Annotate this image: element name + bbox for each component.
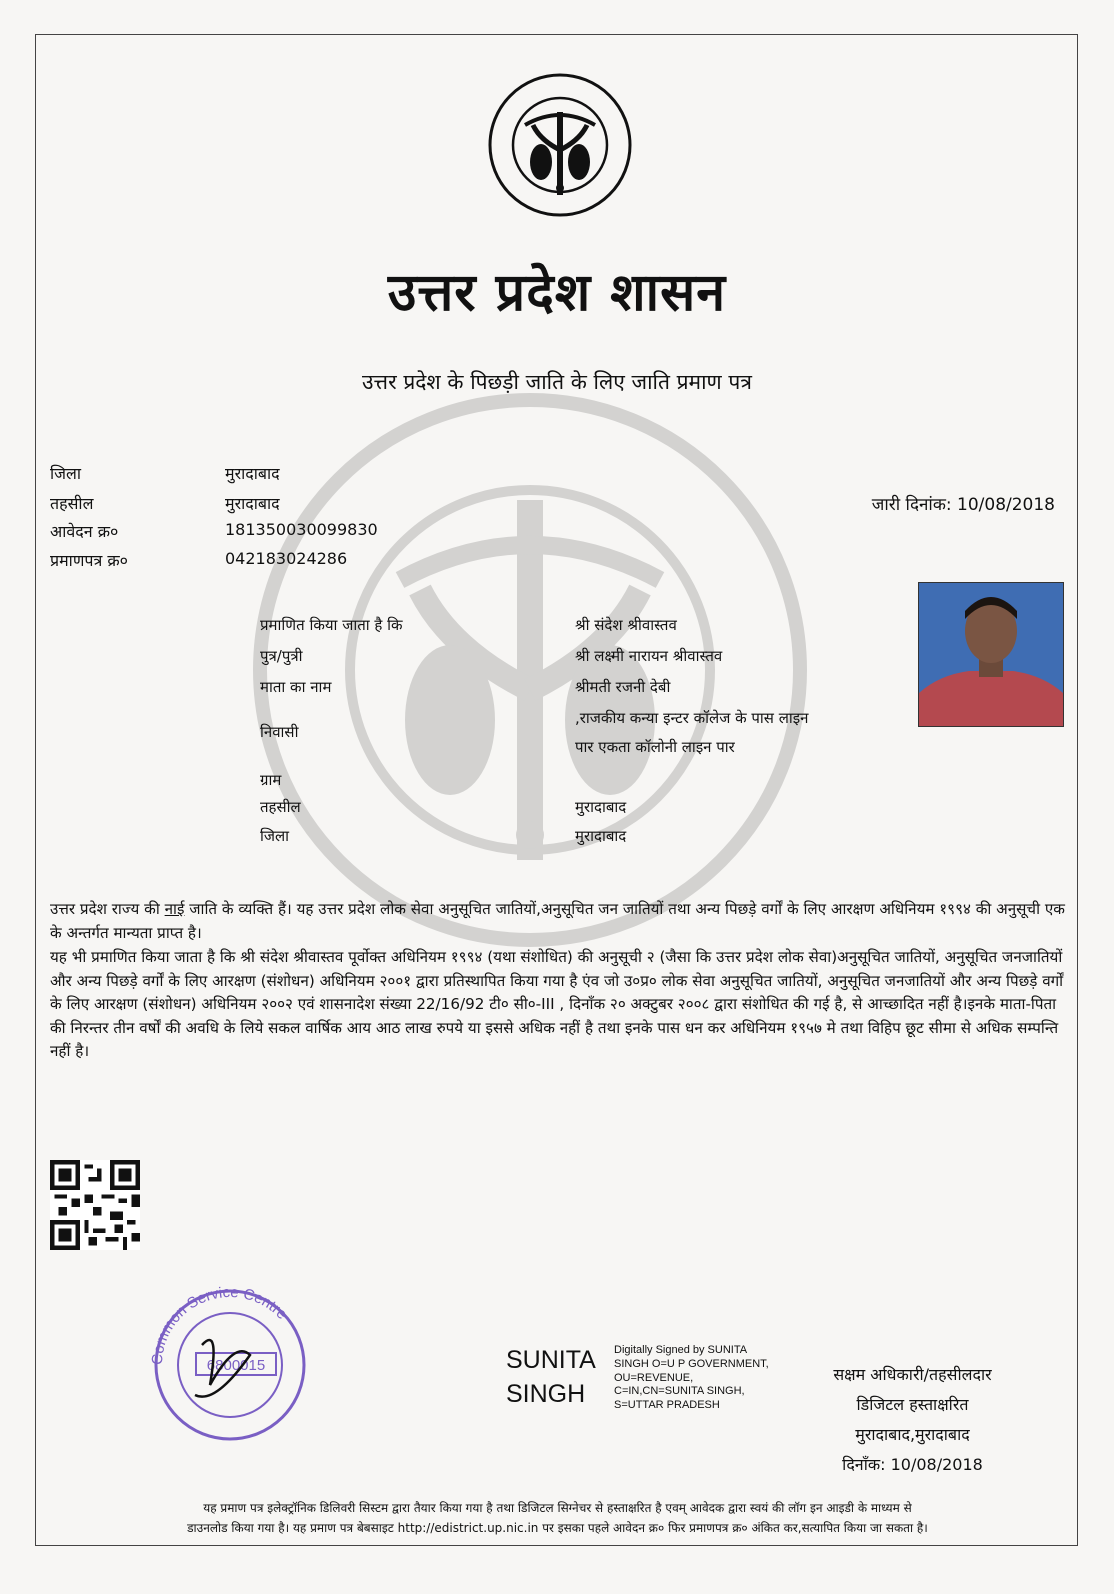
meta-application-no-value: 181350030099830 bbox=[225, 520, 378, 539]
meta-district-label: जिला bbox=[50, 464, 82, 483]
person-photo-icon bbox=[919, 583, 1063, 726]
detail-district-value: मुरादाबाद bbox=[575, 827, 627, 845]
body-paragraph-caste bbox=[50, 898, 1065, 945]
detail-resident-label: निवासी bbox=[260, 723, 299, 741]
officer-location: मुरादाबाद,मुरादाबाद bbox=[855, 1425, 970, 1444]
qr-code-icon bbox=[50, 1160, 140, 1250]
officer-sign-date: दिनाँक: 10/08/2018 bbox=[842, 1455, 983, 1474]
body-paragraph-declaration: यह भी प्रमाणित किया जाता है कि श्री संदेश श्रीवास्तव पूर्वोक्त अधिनियम १९९४ (यथा संशोधित) की अनुसूची २ (जैसा कि उत्तर प्रदेश लोक सेवा)अनुसूचित जातियों, अनुसूचित जनजातियों और अन्य पिछड़े वर्गों के लिए आरक्षण (संशोधन) अधिनियम २००१ द्वारा प्रतिस्थापित किया गया है एंव जो उ०प्र० लोक सेवा अनुसूचित जातियों, अनुसूचित जनजातियों और अन्य पिछड़े वर्गों के लिए आरक्षण (संशोधन) अधिनियम २००२ एवं शासनादेश संख्या 22/16/92 टी० सी०-III , दिनाँक २० अक्टुबर २००८ द्वारा संशोधित की गई है, से आच्छादित नहीं है।इनके माता-पिता की निरन्तर तीन वर्षों की अवधि के लिये सकल वार्षिक आय आठ लाख रुपये या इससे अधिक नहीं है तथा इनके पास धन कर अधिनियम १९५७ मे तथा विहिप छूट सीमा से अधिक सम्पन्ति नहीं है। bbox=[50, 948, 1064, 1060]
meta-application-no-label: आवेदन क्र० bbox=[50, 522, 119, 541]
caste-name: नाई bbox=[164, 900, 185, 918]
detail-tehsil-value: मुरादाबाद bbox=[575, 798, 627, 816]
body-p1-suffix: जाति के व्यक्ति हैं। यह उत्तर प्रदेश लोक सेवा अनुसूचित जातियों,अनुसूचित जन जातियों तथा अन्य पिछड़े वर्गों के लिए आरक्षण अधिनियम १९९४ की अनुसूची एक के अन्तर्गत मान्यता प्राप्त है। bbox=[50, 900, 1065, 942]
detail-parent-value: श्री लक्ष्मी नारायन श्रीवास्तव bbox=[575, 647, 723, 665]
signer-name bbox=[506, 1343, 596, 1411]
signer-first-name: SUNITA bbox=[506, 1346, 596, 1374]
signer-last-name: SINGH bbox=[506, 1380, 586, 1408]
detail-address-line2: पार एकता कॉलोनी लाइन पार bbox=[575, 738, 735, 756]
detail-tehsil-label: तहसील bbox=[260, 798, 301, 816]
detail-certified-label: प्रमाणित किया जाता है कि bbox=[260, 616, 403, 634]
meta-certificate-no-value: 042183024286 bbox=[225, 549, 348, 568]
footer-line-1: यह प्रमाण पत्र इलेक्ट्रॉनिक डिलिवरी सिस्टम द्वारा तैयार किया गया है तथा डिजिटल सिग्नेचर से हस्ताक्षरित है एवम् आवेदक द्वारा स्वयं की लॉग इन आइडी के माध्यम से bbox=[203, 1501, 912, 1515]
document-title: उत्तर प्रदेश शासन bbox=[387, 263, 727, 323]
stamp-text: Common Service Centre bbox=[148, 1285, 291, 1366]
detail-mother-value: श्रीमती रजनी देबी bbox=[575, 678, 671, 696]
meta-certificate-no-label: प्रमाणपत्र क्र० bbox=[50, 551, 128, 570]
digital-signature-note: Digitally Signed by SUNITA SINGH O=U P GOVERNMENT, OU=REVENUE, C=IN,CN=SUNITA SINGH, S=UTTAR PRADESH bbox=[614, 1344, 769, 1412]
footer-note bbox=[50, 1498, 1065, 1538]
body-p1-prefix: उत्तर प्रदेश राज्य की bbox=[50, 900, 165, 918]
meta-district-value: मुरादाबाद bbox=[225, 464, 280, 483]
up-government-emblem-icon bbox=[485, 70, 635, 220]
detail-mother-label: माता का नाम bbox=[260, 678, 332, 696]
issue-date: जारी दिनांक: 10/08/2018 bbox=[871, 495, 1055, 515]
document-subtitle: उत्तर प्रदेश के पिछड़ी जाति के लिए जाति प्रमाण पत्र bbox=[362, 370, 752, 394]
detail-address-line1: ,राजकीय कन्या इन्टर कॉलेज के पास लाइन bbox=[575, 709, 809, 727]
detail-village-label: ग्राम bbox=[260, 771, 282, 789]
detail-parent-label: पुत्र/पुत्री bbox=[260, 647, 303, 665]
applicant-photo bbox=[918, 582, 1064, 727]
footer-line-2: डाउनलोड किया गया है। यह प्रमाण पत्र बेबसाइट http://edistrict.up.nic.in पर इसका पहले आवेदन क्र० फिर प्रमाणपत्र क्र० अंकित कर,सत्यापित किया जा सकता है। bbox=[187, 1521, 928, 1535]
officer-designation: सक्षम अधिकारी/तहसीलदार bbox=[833, 1365, 992, 1384]
csc-stamp-icon bbox=[140, 1285, 320, 1445]
officer-digital-signed: डिजिटल हस्ताक्षरित bbox=[856, 1395, 969, 1414]
meta-tehsil-label: तहसील bbox=[50, 494, 94, 513]
detail-district-label: जिला bbox=[260, 827, 290, 845]
detail-name-value: श्री संदेश श्रीवास्तव bbox=[575, 616, 677, 634]
meta-tehsil-value: मुरादाबाद bbox=[225, 494, 280, 513]
stamp-id: 6800015 bbox=[206, 1357, 266, 1374]
watermark-emblem-icon bbox=[250, 390, 810, 950]
